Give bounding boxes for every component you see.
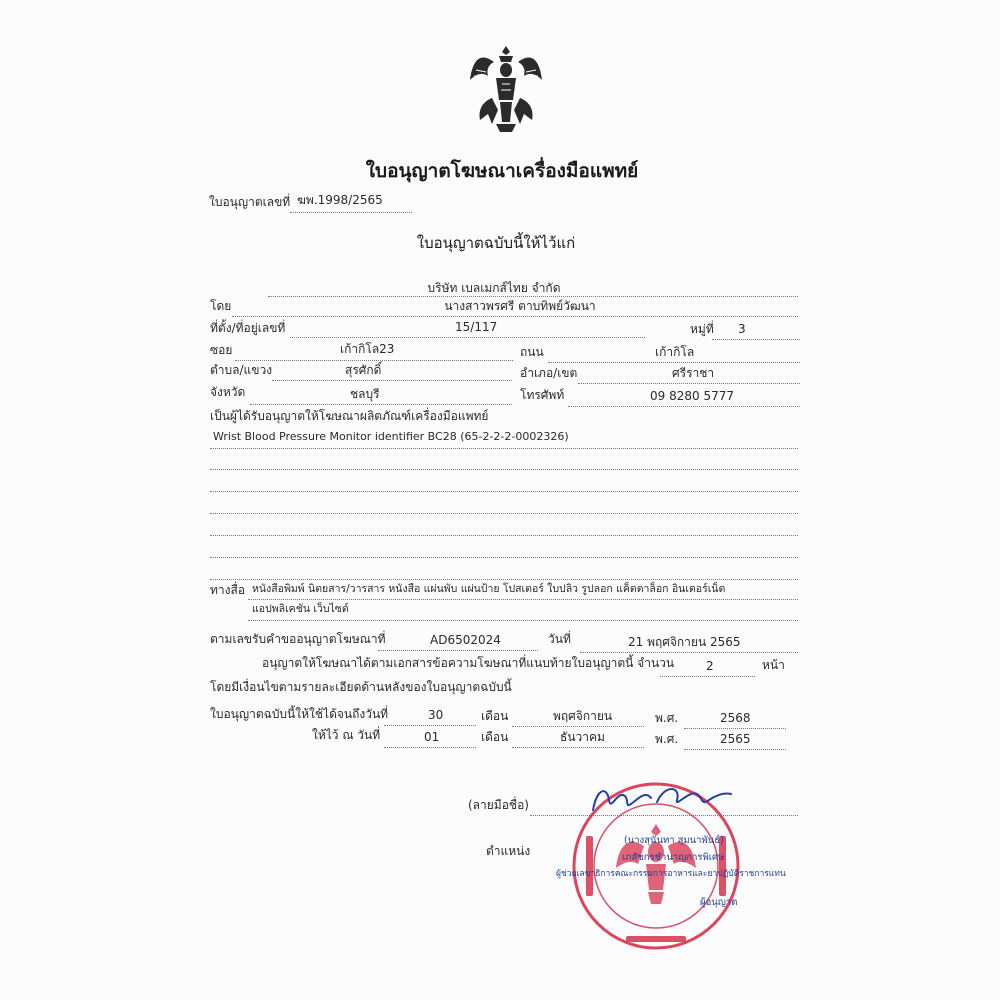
soi-line <box>235 360 513 361</box>
product-description: Wrist Blood Pressure Monitor identifier BC28 (65-2-2-2-0002326) <box>213 430 569 443</box>
attachment-text: อนุญาตให้โฆษณาได้ตามเอกสารข้อความโฆษณาที่แนบท้ายใบอนุญาตนี้ จำนวน <box>262 656 675 670</box>
document-title: ใบอนุญาตโฆษณาเครื่องมือแพทย์ <box>365 160 639 182</box>
request-date: 21 พฤศจิกายน 2565 <box>628 635 741 649</box>
valid-month-label: เดือน <box>481 709 509 723</box>
issued-year-label: พ.ศ. <box>655 732 679 746</box>
province-line <box>250 404 512 405</box>
granted-to-heading: ใบอนุญาตฉบับนี้ให้ไว้แก่ <box>416 234 576 252</box>
request-number-line <box>378 650 538 651</box>
signer-title-line-1: เภสัชกรชำนาญการพิเศษ <box>622 852 725 863</box>
page-count-line <box>660 676 755 677</box>
request-number: AD6502024 <box>430 633 501 647</box>
company-line <box>268 296 798 297</box>
province-label: จังหวัด <box>210 385 246 399</box>
issued-month: ธันวาคม <box>560 730 605 744</box>
license-number-line <box>290 212 412 213</box>
valid-year-line <box>684 728 786 729</box>
page-count: 2 <box>706 659 714 673</box>
blank-line <box>210 469 798 470</box>
blank-line <box>210 557 798 558</box>
address-number: 15/117 <box>455 320 498 334</box>
blank-line <box>210 491 798 492</box>
issued-month-line <box>512 747 644 748</box>
road-value: เก้ากิโล <box>655 345 695 359</box>
issued-day: 01 <box>424 730 440 744</box>
moo-line <box>712 339 800 340</box>
district-line <box>578 383 800 384</box>
valid-year: 2568 <box>720 711 751 725</box>
district-label: อำเภอ/เขต <box>520 366 578 380</box>
blank-line <box>210 579 798 580</box>
valid-month: พฤศจิกายน <box>553 709 613 723</box>
pages-unit: หน้า <box>762 658 785 672</box>
road-label: ถนน <box>520 345 544 359</box>
handwritten-signature-icon <box>585 780 735 820</box>
signature-label: (ลายมือชื่อ) <box>468 798 529 812</box>
phone-label: โทรศัพท์ <box>520 388 565 402</box>
issued-year: 2565 <box>720 732 751 746</box>
media-label: ทางสื่อ <box>210 583 246 597</box>
valid-day-line <box>384 725 476 726</box>
valid-year-label: พ.ศ. <box>655 711 679 725</box>
issued-label: ให้ไว้ ณ วันที่ <box>312 728 381 742</box>
media-list-line-2: แอปพลิเคชัน เว็บไซต์ <box>252 603 349 615</box>
media-list-line-1: หนังสือพิมพ์ นิตยสาร/วารสาร หนังสือ แผ่นพับ แผ่นป้าย โปสเตอร์ ใบปลิว รูปลอก แค็ตตาล็อก อินเตอร์เน็ต <box>252 583 726 595</box>
signer-name: (นางสุนันทา สุมนาพันธ์) <box>624 835 724 846</box>
by-line <box>232 316 798 317</box>
issued-month-label: เดือน <box>481 730 509 744</box>
subdistrict-label: ตำบล/แขวง <box>210 363 273 377</box>
blank-line <box>210 535 798 536</box>
phone-line <box>568 406 800 407</box>
district-value: ศรีราชา <box>672 366 715 380</box>
media-line-1 <box>248 599 798 600</box>
moo-value: 3 <box>738 322 746 336</box>
request-date-label: วันที่ <box>548 632 571 646</box>
subdistrict-line <box>272 380 512 381</box>
issued-day-line <box>384 747 476 748</box>
by-person: นางสาวพรศรี ตาบทิพย์วัฒนา <box>444 299 596 313</box>
valid-day: 30 <box>428 708 444 722</box>
blank-line <box>210 513 798 514</box>
soi-value: เก้ากิโล23 <box>340 342 395 356</box>
valid-until-label: ใบอนุญาตฉบับนี้ให้ใช้ได้จนถึงวันที่ <box>210 707 389 721</box>
province-value: ชลบุรี <box>350 387 380 401</box>
request-date-line <box>580 652 798 653</box>
product-line <box>210 448 798 449</box>
moo-label: หมู่ที่ <box>690 322 714 336</box>
company-name: บริษัท เบลเมกส์ไทย จำกัด <box>427 281 561 295</box>
license-number: ฆพ.1998/2565 <box>297 193 383 207</box>
signer-title-line-3: ผู้อนุญาต <box>700 897 738 908</box>
license-number-label: ใบอนุญาตเลขที่ <box>209 195 291 209</box>
condition-text: โดยมีเงื่อนไขตามรายละเอียดด้านหลังของใบอนุญาตฉบับนี้ <box>210 680 512 694</box>
garuda-emblem-icon <box>466 40 546 136</box>
valid-month-line <box>512 726 644 727</box>
address-line <box>290 337 645 338</box>
road-line <box>548 362 800 363</box>
position-label: ตำแหน่ง <box>486 844 531 858</box>
request-number-label: ตามเลขรับคำขออนุญาตโฆษณาที่ <box>210 632 386 646</box>
phone-value: 09 8280 5777 <box>650 389 734 403</box>
signer-title-line-2: ผู้ช่วยเลขาธิการคณะกรรมการอาหารและยาปฏิบัติราชการแทน <box>556 869 786 879</box>
media-line-2 <box>248 620 798 621</box>
subdistrict-value: สุรศักดิ์ <box>345 363 382 377</box>
issued-year-line <box>684 749 786 750</box>
address-label: ที่ตั้ง/ที่อยู่เลขที่ <box>210 321 286 335</box>
soi-label: ซอย <box>210 343 233 357</box>
purpose-text: เป็นผู้ได้รับอนุญาตให้โฆษณาผลิตภัณฑ์เครื่องมือแพทย์ <box>210 409 489 423</box>
by-label: โดย <box>210 299 232 313</box>
